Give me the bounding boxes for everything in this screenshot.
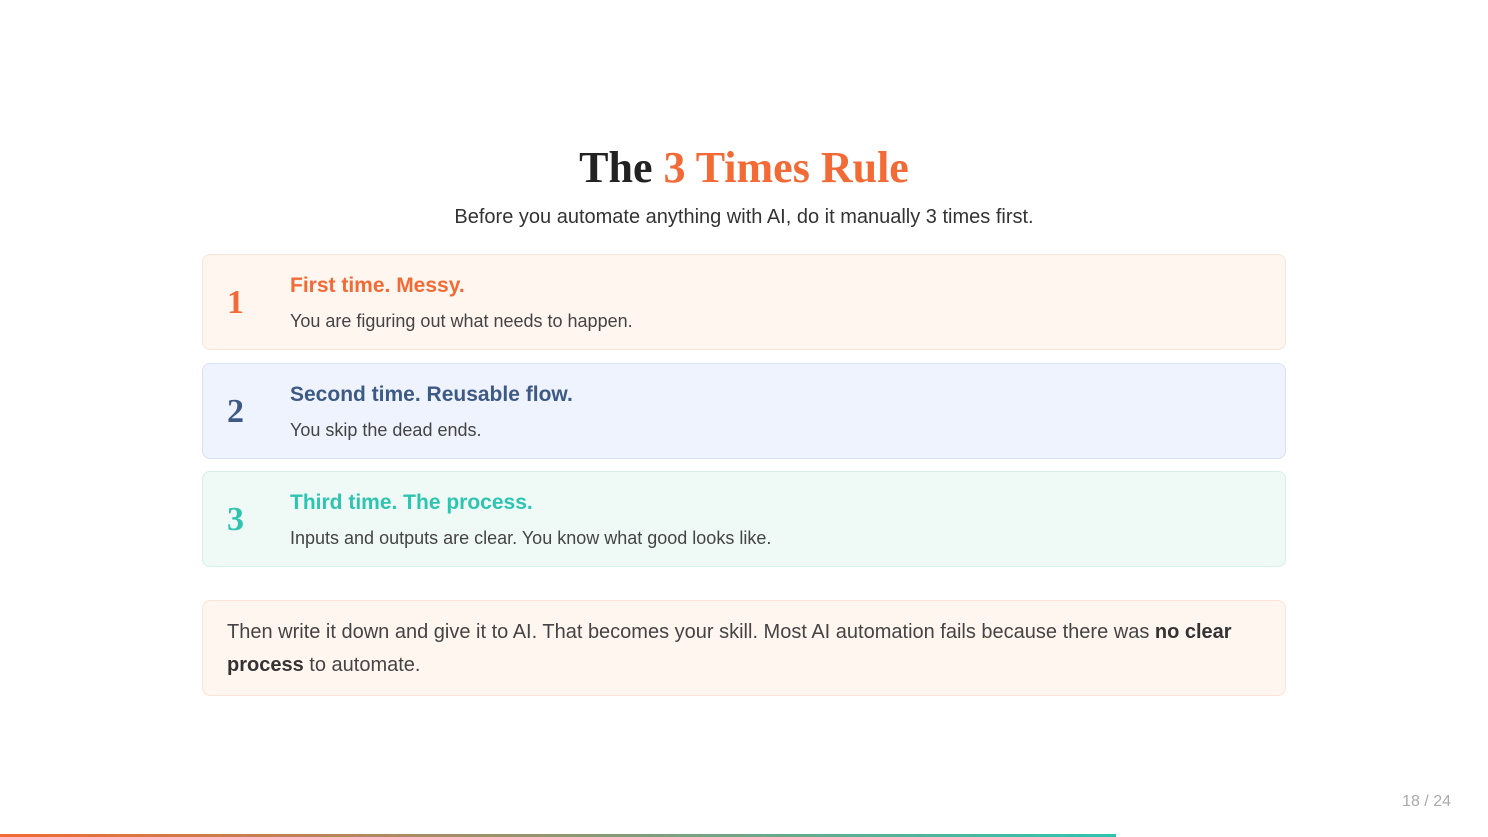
- slide-subtitle: Before you automate anything with AI, do it manually 3 times first.: [454, 206, 1034, 228]
- note-text-after: to automate.: [303, 654, 421, 676]
- step-number: 1: [227, 284, 244, 321]
- step-card-2: [202, 363, 1286, 459]
- step-title: Third time. The process.: [290, 491, 533, 514]
- step-card-3: [202, 471, 1286, 567]
- slide-title: [0, 140, 1488, 196]
- page-counter: 18 / 24: [1402, 793, 1451, 810]
- step-description: You are figuring out what needs to happen.: [290, 311, 633, 331]
- note-text-before: Then write it down and give it to AI. That becomes your skill. Most AI automation fails because there was: [227, 621, 1155, 643]
- step-description: You skip the dead ends.: [290, 420, 482, 440]
- title-prefix: The: [579, 143, 653, 192]
- step-description: Inputs and outputs are clear. You know what good looks like.: [290, 528, 772, 548]
- note-emphasis: no clear process: [227, 621, 1232, 676]
- summary-note: [202, 600, 1286, 696]
- step-number: 2: [227, 393, 244, 430]
- step-title: First time. Messy.: [290, 274, 465, 297]
- step-number: 3: [227, 501, 244, 538]
- step-card-1: [202, 254, 1286, 350]
- step-title: Second time. Reusable flow.: [290, 383, 573, 406]
- title-accent: 3 Times Rule: [663, 143, 909, 192]
